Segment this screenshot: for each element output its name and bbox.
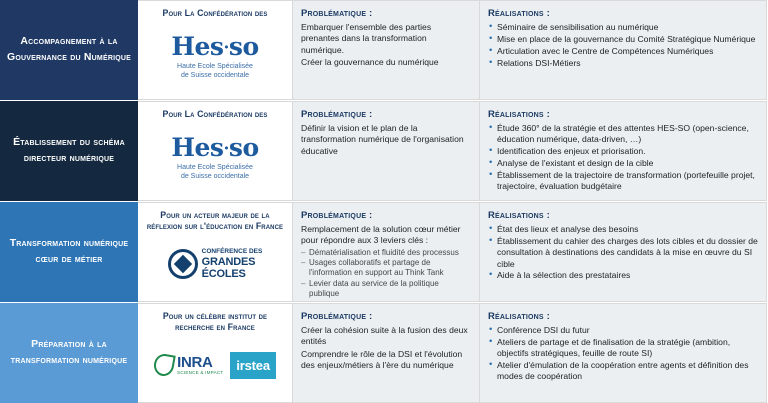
problematique-paragraph: Comprendre le rôle de la DSI et l'évolution des enjeux/métiers à l'ère du numérique (301, 348, 463, 371)
list-item: • Atelier d'émulation de la coopération entre agents et définition des modes de coopération (488, 360, 758, 383)
realisations-heading: Réalisations : (488, 109, 551, 120)
hesso-sub-1: Haute Ecole Spécialisée (177, 62, 253, 70)
cge-line-1: CONFÉRENCE DES (201, 248, 263, 256)
realisations-cell (480, 202, 767, 302)
row-title-cell (0, 303, 138, 403)
problematique-paragraph: Créer la gouvernance du numérique (301, 57, 439, 68)
row-title-cell (0, 0, 138, 100)
client-logo-cell (138, 0, 293, 100)
problematique-heading: Problématique : (301, 8, 373, 19)
client-logo-cell (138, 101, 293, 201)
list-item: • Établissement de la trajectoire de transformation (portefeuille projet, trajectoire, évaluation budgétaire (488, 170, 758, 193)
realisations-heading: Réalisations : (488, 311, 551, 322)
problematique-paragraph: Créer la cohésion suite à la fusion des deux entités (301, 325, 468, 347)
hesso-sub-2: de Suisse occidentale (180, 71, 250, 79)
client-heading: Pour La Confédération des (162, 109, 268, 119)
problematique-paragraph: Remplacement de la solution cœur métier pour répondre aux 3 leviers clés : (301, 224, 461, 246)
table-row (0, 0, 768, 100)
inra-name: INRA (177, 354, 213, 372)
realisations-cell (480, 303, 767, 403)
client-heading: Pour La Confédération des (162, 8, 268, 18)
list-item: • Identification des enjeux et priorisation. (488, 146, 758, 157)
irstea-logo: irstea (230, 352, 276, 379)
client-heading: Pour un célèbre institut de recherche en France (162, 311, 268, 332)
row-title: Accompagnement à la Gouvernance du Numérique (6, 35, 131, 63)
list-item: • Établissement du cahier des charges des lots cibles et du dossier de consultation à destinations des candidats à la mise en œuvre du SI cible (488, 236, 758, 270)
hesso-logo (171, 132, 259, 181)
hesso-dot: · (223, 138, 229, 159)
problematique-cell (293, 101, 480, 201)
problematique-cell (293, 303, 480, 403)
realisations-cell (480, 0, 767, 100)
list-item: • État des lieux et analyse des besoins (488, 224, 758, 235)
table-row (0, 101, 768, 201)
list-item: – Dématérialisation et fluidité des processus (301, 248, 471, 258)
realisations-heading: Réalisations : (488, 8, 551, 19)
cge-emblem-icon (168, 249, 198, 279)
logo-art (144, 232, 286, 297)
realisations-list (488, 325, 758, 383)
list-item: – Levier data au service de la politique publique (301, 279, 471, 300)
client-logo-cell (138, 303, 293, 403)
row-title-cell (0, 202, 138, 302)
client-logo-cell (138, 202, 293, 302)
list-item: – Usages collaboratifs et partage de l'information en support au Think Tank (301, 258, 471, 279)
realisations-list (488, 22, 758, 69)
conference-grandes-ecoles-logo (168, 248, 263, 281)
list-item: • Mise en place de la gouvernance du Comité Stratégique Numérique (488, 34, 758, 45)
list-item: • Analyse de l'existant et design de la cible (488, 158, 758, 169)
list-item: • Relations DSI-Métiers (488, 58, 758, 69)
list-item: • Articulation avec le Centre de Compétences Numériques (488, 46, 758, 57)
row-title: Transformation numérique cœur de métier (9, 237, 129, 265)
logo-art (144, 333, 286, 398)
cge-line-2: GRANDES (201, 255, 256, 268)
hesso-dot: · (223, 37, 229, 58)
inra-tagline: SCIENCE & IMPACT (177, 370, 224, 376)
hesso-wordmark-2: so (228, 132, 259, 162)
problematique-paragraph: Définir la vision et le plan de la transformation numérique de l'organisation éducative (301, 123, 464, 156)
hesso-sub-1: Haute Ecole Spécialisée (177, 163, 253, 171)
realisations-cell (480, 101, 767, 201)
row-title: Préparation à la transformation numérique (10, 338, 128, 366)
hesso-wordmark-1: Hes (171, 31, 224, 61)
problematique-paragraph: Embarquer l'ensemble des parties prenantes dans la transformation numérique. (301, 22, 432, 55)
problematique-heading: Problématique : (301, 311, 373, 322)
hesso-wordmark-1: Hes (171, 132, 224, 162)
problematique-cell (293, 202, 480, 302)
inra-logo (154, 354, 223, 376)
logo-art (144, 19, 286, 95)
leaf-icon (152, 353, 176, 378)
list-item: • Aide à la sélection des prestataires (488, 270, 758, 281)
list-item: • Étude 360° de la stratégie et des attentes HES-SO (open-science, éducation numérique, data-driven, …) (488, 123, 758, 146)
problematique-heading: Problématique : (301, 109, 373, 120)
problematique-sublist (301, 248, 471, 300)
row-title: Établissement du schéma directeur numérique (13, 136, 125, 164)
realisations-list (488, 224, 758, 282)
hesso-wordmark-2: so (228, 31, 259, 61)
client-heading: Pour un acteur majeur de la réflexion sur l'éducation en France (146, 210, 284, 231)
problematique-cell (293, 0, 480, 100)
row-title-cell (0, 101, 138, 201)
problematique-heading: Problématique : (301, 210, 373, 221)
list-item: • Ateliers de partage et de finalisation de la stratégie (ambition, objectifs stratégiques, feuille de route SI) (488, 337, 758, 360)
table-row (0, 202, 768, 302)
hesso-sub-2: de Suisse occidentale (180, 172, 250, 180)
inra-irstea-logos (154, 352, 276, 379)
realisations-heading: Réalisations : (488, 210, 551, 221)
list-item: • Conférence DSI du futur (488, 325, 758, 336)
table-row (0, 303, 768, 403)
cge-line-3: ÉCOLES (201, 268, 246, 281)
realisations-list (488, 123, 758, 193)
hesso-logo (171, 31, 259, 80)
list-item: • Séminaire de sensibilisation au numérique (488, 22, 758, 33)
logo-art (144, 120, 286, 196)
